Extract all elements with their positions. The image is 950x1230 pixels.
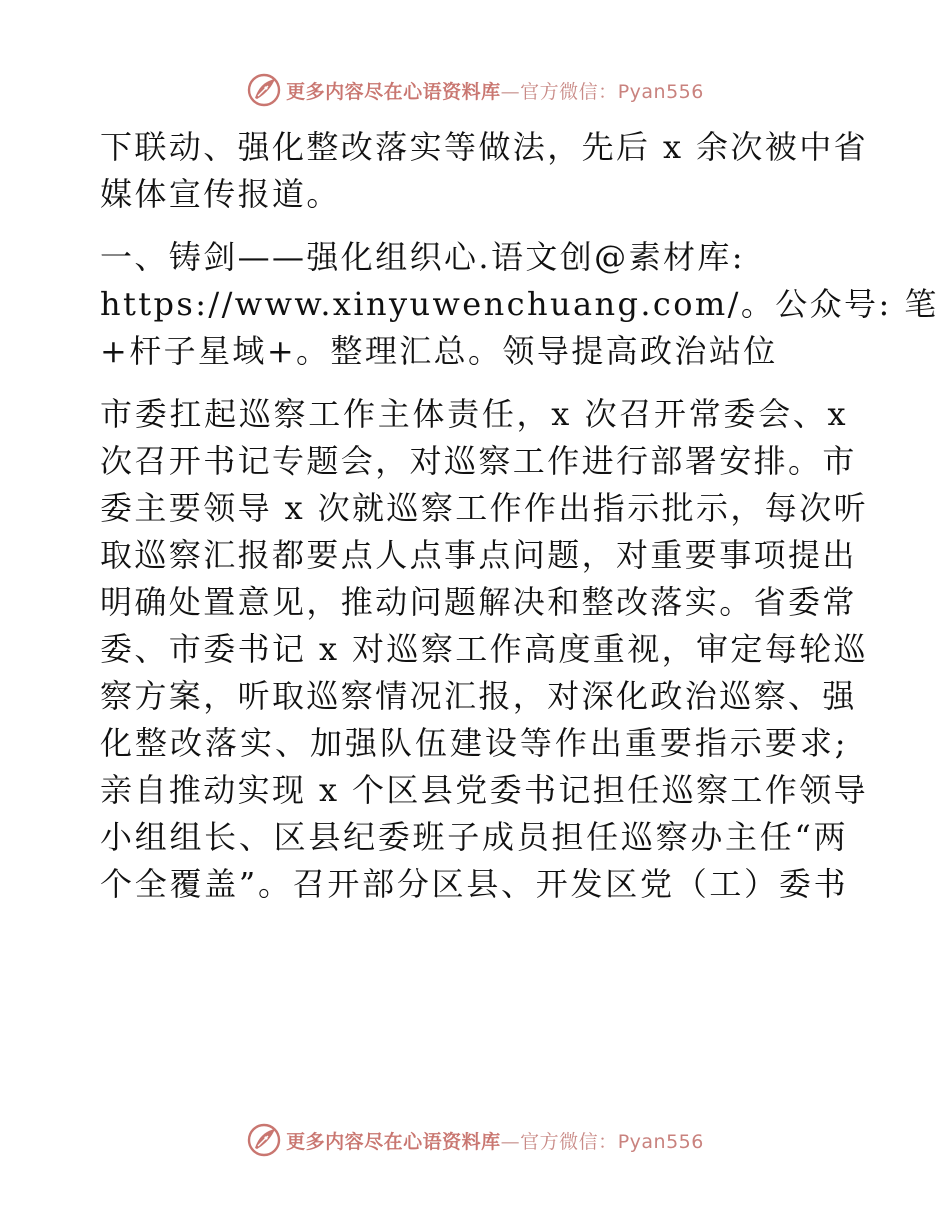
footer-banner-text: [286, 1127, 704, 1154]
header-wechat-id: Pyan556: [617, 80, 704, 103]
text-line: 明确处置意见，推动问题解决和整改落实。省委常: [100, 583, 857, 621]
text-line: 小组组长、区县纪委班子成员担任巡察办主任“两: [100, 818, 848, 856]
text-line: +杆子星域+。整理汇总。领导提高政治站位: [100, 332, 778, 370]
footer-watermark-banner: [0, 1118, 950, 1162]
text-line: 媒体宣传报道。: [100, 175, 341, 213]
text-line: 市委扛起巡察工作主体责任，x 次召开常委会、x: [100, 395, 848, 433]
fountain-pen-logo-icon: [246, 72, 282, 108]
header-banner-text: [286, 77, 704, 104]
footer-brand-text: 更多内容尽在心语资料库: [286, 1130, 501, 1153]
header-watermark-banner: [0, 68, 950, 112]
text-line: 个全覆盖”。召开部分区县、开发区党（工）委书: [100, 865, 848, 903]
text-line: 一、铸剑——强化组织心.语文创@素材库:: [100, 238, 745, 276]
fountain-pen-logo-icon: [246, 1122, 282, 1158]
text-line: https://www.xinyuwenchuang.com/。公众号: 笔: [100, 285, 939, 323]
text-line: 察方案，听取巡察情况汇报，对深化政治巡察、强: [100, 677, 857, 715]
footer-wechat-label: 官方微信：: [520, 1130, 618, 1153]
header-brand-text: 更多内容尽在心语资料库: [286, 80, 501, 103]
paragraph-3: [100, 391, 868, 908]
text-line: 化整改落实、加强队伍建设等作出重要指示要求;: [100, 724, 848, 762]
header-wechat-label: 官方微信：: [520, 80, 618, 103]
text-line: 委主要领导 x 次就巡察工作作出指示批示，每次听: [100, 489, 868, 527]
footer-separator: —: [500, 1130, 521, 1153]
text-line: 下联动、强化整改落实等做法，先后 x 余次被中省: [100, 128, 868, 166]
footer-wechat-id: Pyan556: [617, 1130, 704, 1153]
paragraph-2-heading: [100, 234, 939, 375]
paragraph-1: [100, 124, 868, 218]
text-line: 取巡察汇报都要点人点事点问题，对重要事项提出: [100, 536, 857, 574]
text-line: 委、市委书记 x 对巡察工作高度重视，审定每轮巡: [100, 630, 868, 668]
document-body: [100, 124, 939, 924]
text-line: 亲自推动实现 x 个区县党委书记担任巡察工作领导: [100, 771, 868, 809]
text-line: 次召开书记专题会，对巡察工作进行部署安排。市: [100, 442, 857, 480]
header-separator: —: [500, 80, 521, 103]
